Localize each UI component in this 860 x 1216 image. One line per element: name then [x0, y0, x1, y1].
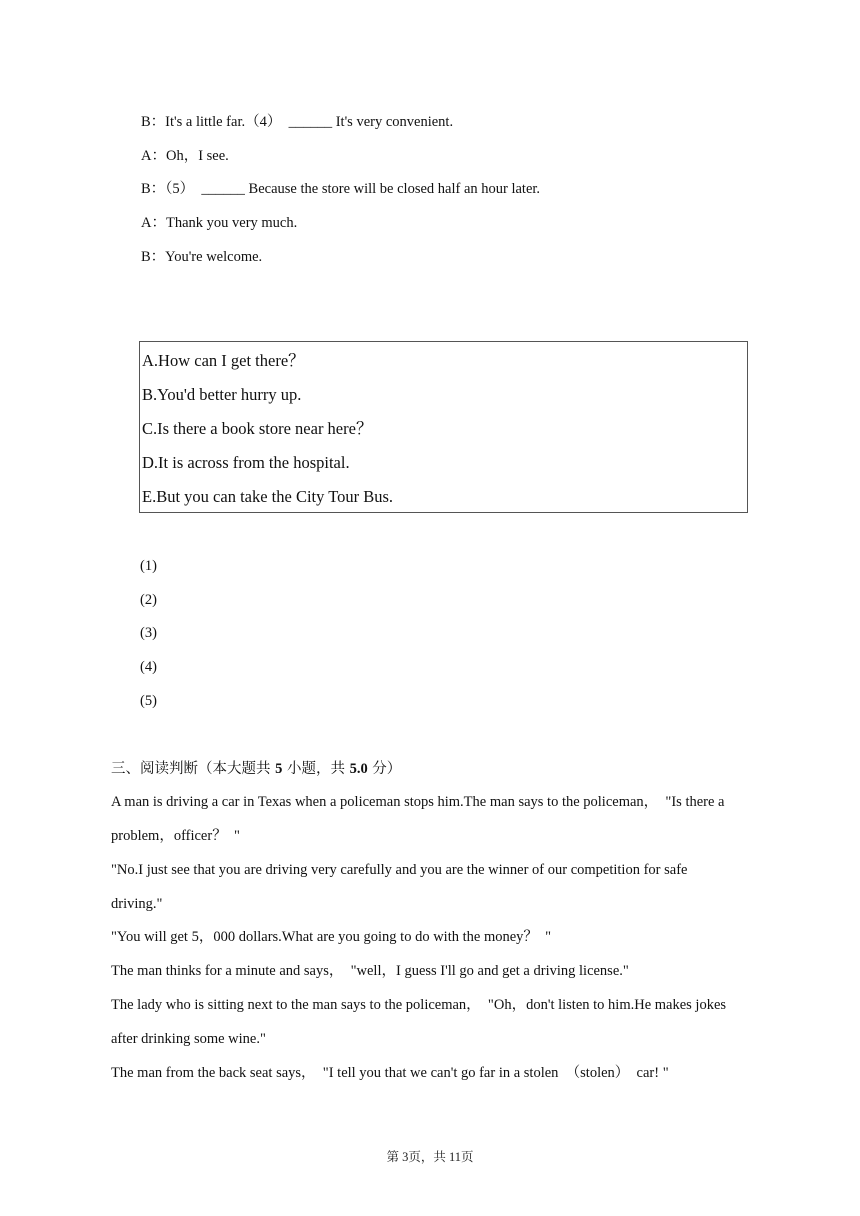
option-c: C.Is there a book store near here？	[142, 419, 373, 438]
dialogue-line-a-thanks: A：Thank you very much.	[141, 215, 298, 231]
dialogue-line-a-oh: A：Oh，I see.	[141, 148, 229, 164]
passage-line-1: A man is driving a car in Texas when a policeman stops him.The man says to the policeman， "Is there a	[111, 794, 725, 810]
option-b: B.You'd better hurry up.	[142, 385, 302, 404]
answer-slot-2: (2)	[140, 592, 157, 608]
option-d: D.It is across from the hospital.	[142, 453, 350, 472]
page-number-footer: 第 3页，共 11页	[386, 1150, 474, 1164]
section-heading-suffix: 分）	[367, 761, 402, 777]
answer-slot-1: (1)	[140, 558, 157, 574]
section-heading-prefix: 三、阅读判断（本大题共	[111, 761, 276, 777]
passage-line-6: The man thinks for a minute and says， "well，I guess I'll go and get a driving license."	[111, 963, 629, 979]
passage-line-4: driving."	[111, 896, 163, 912]
options-box	[139, 341, 748, 513]
answer-slot-3: (3)	[140, 625, 157, 641]
passage-line-2: problem，officer？ "	[111, 828, 240, 844]
passage-line-5: "You will get 5，000 dollars.What are you going to do with the money？ "	[111, 929, 552, 945]
dialogue-line-b4: B：It's a little far.（4） ______ It's very convenient.	[141, 114, 454, 130]
passage-line-3: "No.I just see that you are driving very carefully and you are the winner of our competition for safe	[111, 862, 688, 878]
section-heading	[111, 760, 401, 778]
answer-slot-5: (5)	[140, 693, 157, 709]
passage-line-9: The man from the back seat says， "I tell you that we can't go far in a stolen （stolen） car! "	[111, 1065, 669, 1081]
passage-line-8: after drinking some wine."	[111, 1031, 266, 1047]
section-heading-middle: 小题，共	[282, 761, 350, 777]
dialogue-line-b5: B：（5） ______ Because the store will be closed half an hour later.	[141, 181, 541, 197]
option-e: E.But you can take the City Tour Bus.	[142, 487, 394, 506]
answer-slot-4: (4)	[140, 659, 157, 675]
passage-line-7: The lady who is sitting next to the man says to the policeman， "Oh，don't listen to him.He makes jokes	[111, 997, 727, 1013]
section-score: 5.0	[349, 761, 368, 777]
option-a: A.How can I get there？	[142, 351, 305, 370]
section-question-count: 5	[275, 761, 283, 777]
dialogue-line-b-welcome: B：You're welcome.	[141, 249, 263, 265]
